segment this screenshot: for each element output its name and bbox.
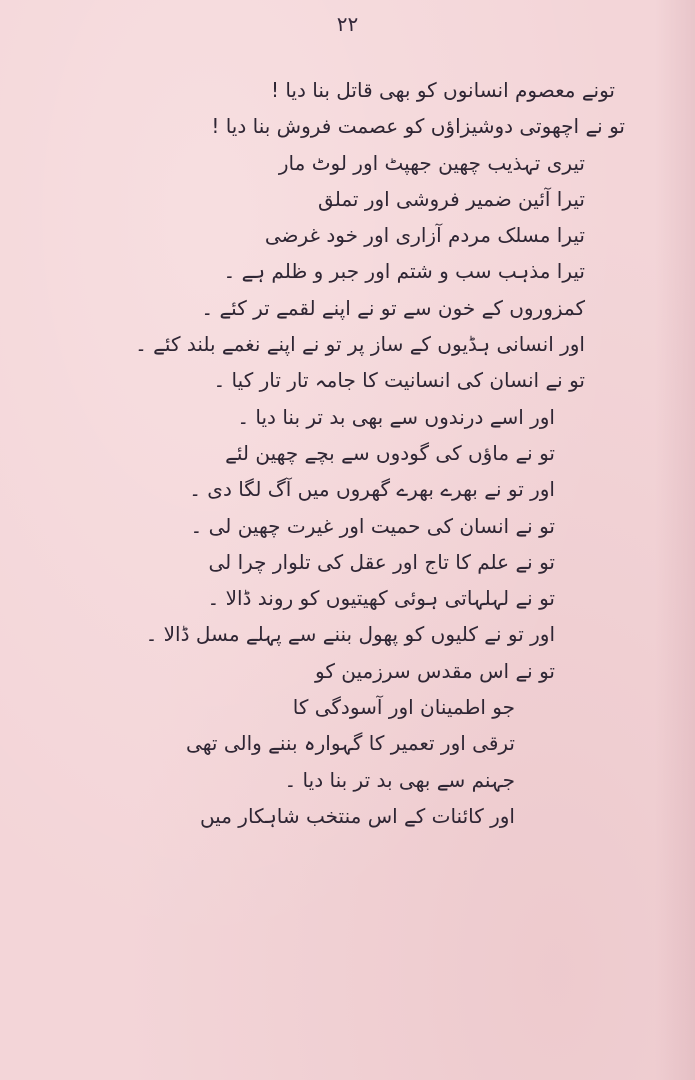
poem-line-12: اور تو نے بھرے بھرے گھروں میں آگ لگا دی ۔ [189,477,555,502]
poem-line-17: تو نے اس مقدس سرزمین کو [315,658,555,683]
poem-line-3: تیری تہذیب چھین جھپٹ اور لوٹ مار [278,150,585,175]
poem-line-8: اور انسانی ہڈیوں کے ساز پر تو نے اپنے نغمے بلند کئے ۔ [135,332,585,357]
poem-line-18: جو اطمینان اور آسودگی کا [292,695,515,720]
poem-line-9: تو نے انسان کی انسانیت کا جامہ تار تار کیا ۔ [213,368,585,393]
poem-line-4: تیرا آئین ضمیر فروشی اور تملق [318,186,585,211]
poem-text [65,72,625,834]
page-edge-shadow [655,0,695,1080]
poem-line-15: تو نے لہلہاتی ہوئی کھیتیوں کو روند ڈالا ۔ [207,586,555,611]
page-number: ۲۲ [336,12,359,36]
poem-line-20: جہنم سے بھی بد تر بنا دیا ۔ [284,767,515,792]
poem-line-19: ترقی اور تعمیر کا گہوارہ بننے والی تھی [186,731,515,756]
poem-line-7: کمزوروں کے خون سے تو نے اپنے لقمے تر کئے ۔ [201,295,585,320]
poem-line-1: تونے معصوم انسانوں کو بھی قاتل بنا دیا ! [270,78,615,102]
poem-line-13: تو نے انسان کی حمیت اور غیرت چھین لی ۔ [190,513,555,538]
poem-line-5: تیرا مسلک مردم آزاری اور خود غرضی [264,223,585,248]
poem-line-6: تیرا مذہب سب و شتم اور جبر و ظلم ہے ۔ [223,259,585,284]
poem-line-10: اور اسے درندوں سے بھی بد تر بنا دیا ۔ [237,404,555,429]
poem-line-11: تو نے ماؤں کی گودوں سے بچے چھین لئے [225,440,555,465]
poem-line-14: تو نے علم کا تاج اور عقل کی تلوار چرا لی [208,549,555,574]
poem-line-21: اور کائنات کے اس منتخب شاہکار میں [199,803,515,828]
poem-line-2: تو نے اچھوتی دوشیزاؤں کو عصمت فروش بنا دیا ! [211,114,625,139]
poem-line-16: اور تو نے کلیوں کو پھول بننے سے پہلے مسل ڈالا ۔ [145,622,555,647]
